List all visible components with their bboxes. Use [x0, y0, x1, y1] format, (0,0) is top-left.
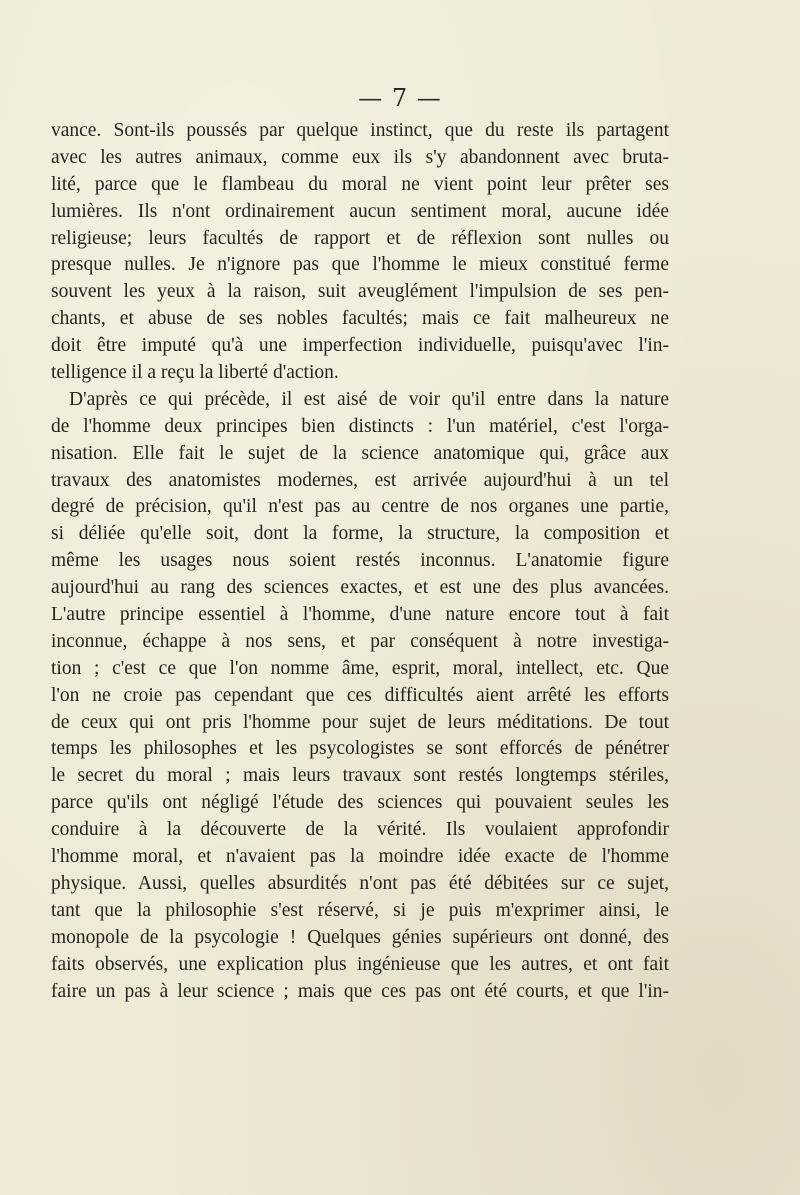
- text-line: de l'homme deux principes bien distincts : l'un matériel, c'est l'orga-: [51, 415, 669, 437]
- text-line: parce qu'ils ont négligé l'étude des sciences qui pouvaient seules les: [51, 792, 669, 814]
- text-line: telligence il a reçu la liberté d'action.: [51, 362, 339, 384]
- body-text: [51, 118, 669, 1005]
- text-line: le secret du moral ; mais leurs travaux sont restés longtemps stériles,: [51, 765, 669, 787]
- text-line: avec les autres animaux, comme eux ils s'y abandonnent avec bruta-: [51, 146, 669, 168]
- text-line: de ceux qui ont pris l'homme pour sujet de leurs méditations. De tout: [51, 711, 669, 733]
- text-line: doit être imputé qu'à une imperfection individuelle, puisqu'avec l'in-: [51, 335, 669, 357]
- text-line: nisation. Elle fait le sujet de la science anatomique qui, grâce aux: [51, 442, 669, 464]
- text-line: religieuse; leurs facultés de rapport et de réflexion sont nulles ou: [51, 227, 669, 249]
- text-line: physique. Aussi, quelles absurdités n'ont pas été débitées sur ce sujet,: [51, 872, 669, 894]
- text-line: conduire à la découverte de la vérité. Ils voulaient approfondir: [51, 819, 669, 841]
- text-line: souvent les yeux à la raison, suit aveuglément l'impulsion de ses pen-: [51, 281, 669, 303]
- text-line: l'homme moral, et n'avaient pas la moindre idée exacte de l'homme: [51, 846, 669, 868]
- text-line: temps les philosophes et les psycologistes se sont efforcés de pénétrer: [51, 738, 669, 760]
- text-line: degré de précision, qu'il n'est pas au centre de nos organes une partie,: [51, 496, 669, 518]
- text-line: chants, et abuse de ses nobles facultés; mais ce fait malheureux ne: [51, 308, 669, 330]
- text-line: lumières. Ils n'ont ordinairement aucun sentiment moral, aucune idée: [51, 200, 669, 222]
- text-line: faire un pas à leur science ; mais que ces pas ont été courts, et que l'in-: [51, 980, 669, 1002]
- text-line: L'autre principe essentiel à l'homme, d'une nature encore tout à fait: [51, 604, 669, 626]
- paragraph-start-line: D'après ce qui précède, il est aisé de voir qu'il entre dans la nature: [69, 388, 669, 410]
- text-line: faits observés, une explication plus ingénieuse que les autres, et ont fait: [51, 953, 669, 975]
- page-number: — 7 —: [358, 84, 442, 112]
- text-line: monopole de la psycologie ! Quelques génies supérieurs ont donné, des: [51, 926, 669, 948]
- text-line: tant que la philosophie s'est réservé, si je puis m'exprimer ainsi, le: [51, 899, 669, 921]
- text-line: aujourd'hui au rang des sciences exactes, et est une des plus avancées.: [51, 577, 669, 599]
- text-line: lité, parce que le flambeau du moral ne vient point leur prêter ses: [51, 173, 669, 195]
- text-line: vance. Sont-ils poussés par quelque instinct, que du reste ils partagent: [51, 120, 669, 141]
- text-line: si déliée qu'elle soit, dont la forme, la structure, la composition et: [51, 523, 669, 545]
- text-line: l'on ne croie pas cependant que ces difficultés aient arrêté les efforts: [51, 684, 669, 706]
- text-line: travaux des anatomistes modernes, est arrivée aujourd'hui à un tel: [51, 469, 669, 491]
- text-line: presque nulles. Je n'ignore pas que l'homme le mieux constitué ferme: [51, 254, 669, 276]
- text-line: même les usages nous soient restés inconnus. L'anatomie figure: [51, 550, 669, 572]
- text-line: inconnue, échappe à nos sens, et par conséquent à notre investiga-: [51, 630, 669, 652]
- text-line: tion ; c'est ce que l'on nomme âme, esprit, moral, intellect, etc. Que: [51, 657, 669, 679]
